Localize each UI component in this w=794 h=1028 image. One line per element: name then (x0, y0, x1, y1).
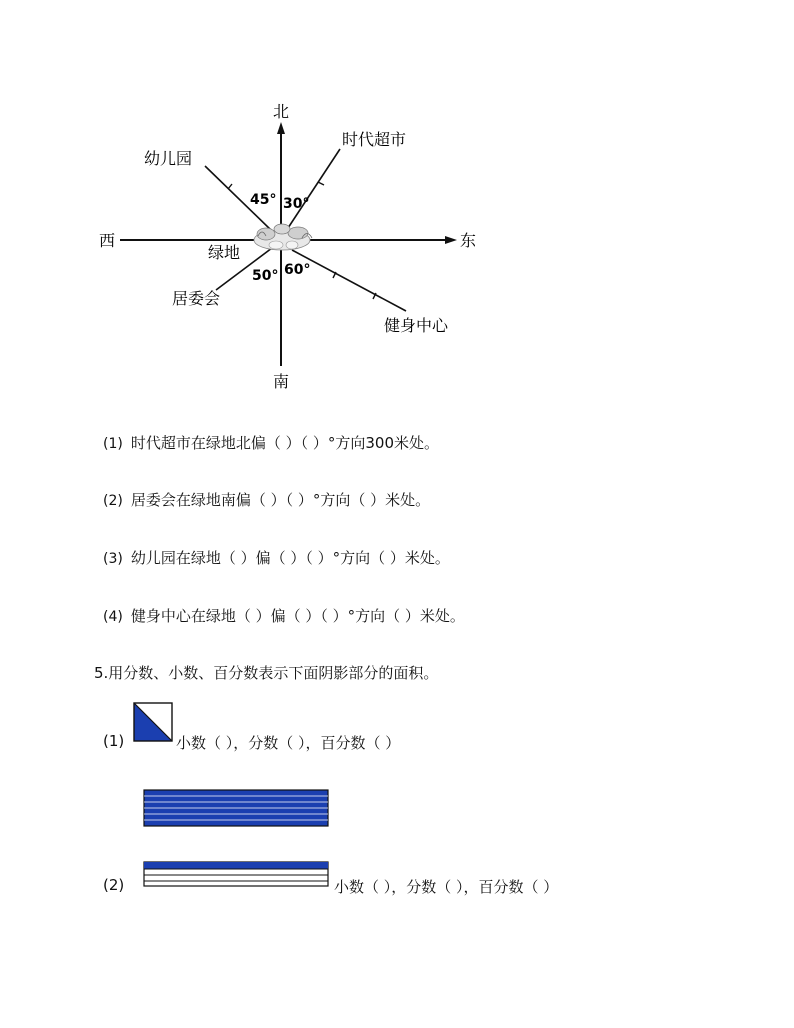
ray-kindergarten-tick (228, 184, 232, 189)
question-1-text: 时代超市在绿地北偏（ ）（ ）°方向300米处。 (130, 434, 440, 452)
section-5-heading: 5.用分数、小数、百分数表示下面阴影部分的面积。 (94, 664, 439, 682)
item-1-text: 小数（ ），分数（ ），百分数（ ） (176, 734, 401, 752)
item-2-number: (2) (103, 876, 125, 894)
label-supermarket: 时代超市 (342, 130, 407, 149)
label-south: 南 (272, 372, 290, 391)
label-east: 东 (460, 231, 477, 250)
question-3-text: 幼儿园在绿地（ ）偏（ ）（ ）°方向（ ）米处。 (130, 549, 450, 567)
label-kindergarten: 幼儿园 (144, 149, 193, 168)
angle-committee: 50° (252, 268, 279, 284)
question-2-number: (2) (103, 493, 123, 509)
striped-bar-partial (144, 862, 328, 886)
angle-kindergarten: 45° (250, 192, 277, 208)
label-north: 北 (272, 102, 290, 121)
angle-fitness: 60° (284, 262, 311, 278)
question-3 (103, 547, 450, 568)
question-3-number: (3) (103, 551, 123, 567)
question-4-text: 健身中心在绿地（ ）偏（ ）（ ）°方向（ ）米处。 (130, 607, 465, 625)
label-center: 绿地 (208, 243, 241, 262)
label-west: 西 (99, 231, 116, 250)
shaded-square-figure (134, 703, 172, 741)
item-2-text: 小数（ ），分数（ ），百分数（ ） (334, 878, 559, 896)
ray-supermarket-tick (318, 182, 324, 185)
north-arrow-icon (277, 122, 285, 134)
question-4 (103, 605, 465, 626)
question-2 (103, 489, 430, 510)
question-1-number: (1) (103, 436, 123, 452)
angle-supermarket: 30° (283, 196, 310, 212)
question-4-number: (4) (103, 609, 123, 625)
item-1-number: (1) (103, 732, 125, 750)
question-2-text: 居委会在绿地南偏（ ）（ ）°方向（ ）米处。 (130, 491, 431, 509)
question-1 (103, 432, 439, 453)
ray-supermarket (288, 149, 340, 228)
ray-fitness (292, 250, 406, 311)
label-fitness: 健身中心 (384, 316, 449, 335)
label-committee: 居委会 (172, 289, 221, 308)
green-space-icon (254, 224, 312, 250)
east-arrow-icon (445, 236, 457, 244)
striped-bar-full (144, 790, 328, 826)
